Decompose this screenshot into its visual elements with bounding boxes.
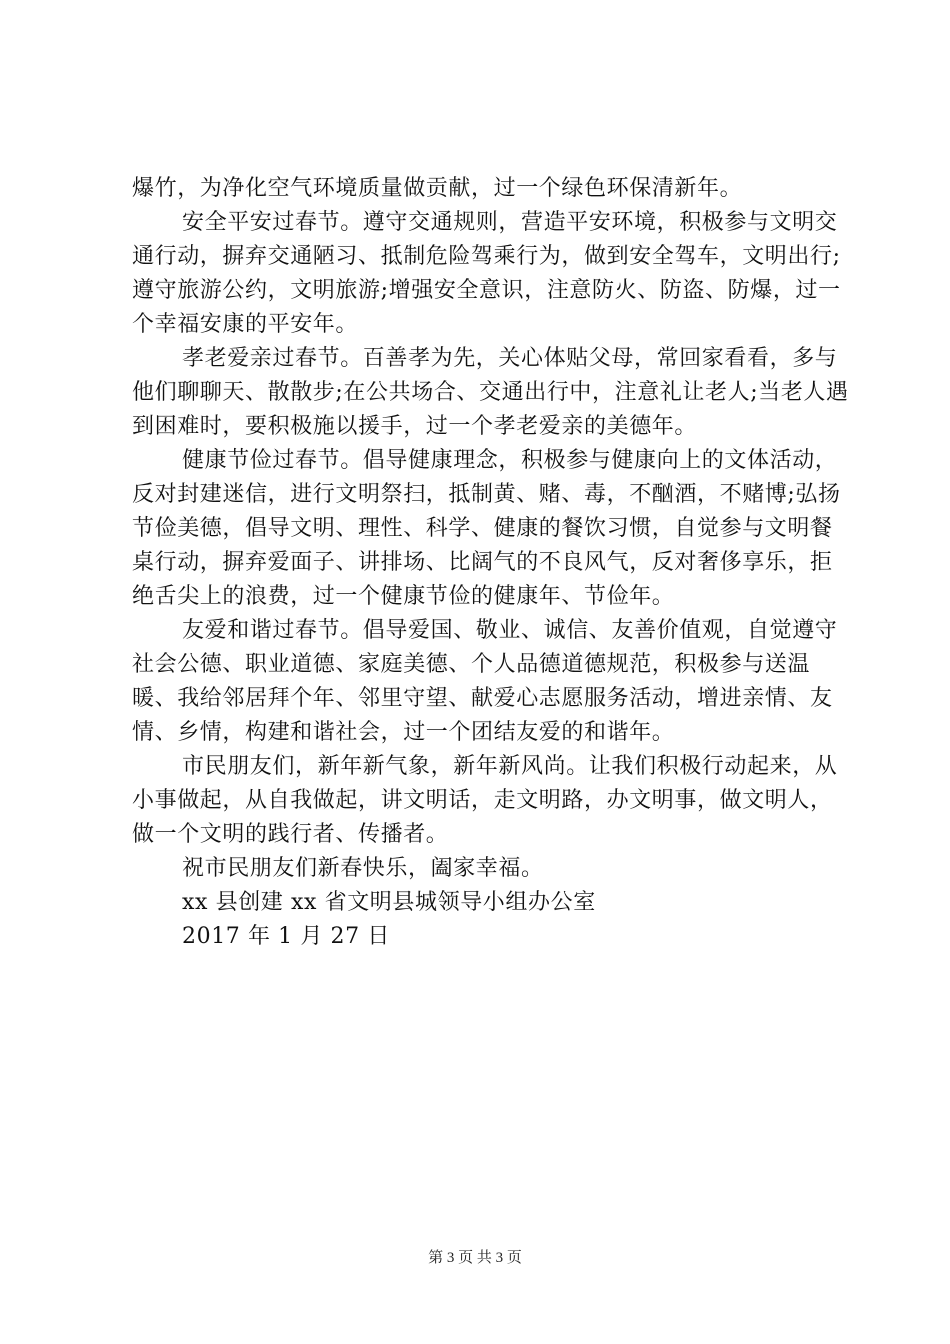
page-number-footer: 第 3 页 共 3 页 xyxy=(428,1250,522,1266)
paragraph-filial: 孝老爱亲过春节。百善孝为先，关心体贴父母，常回家看看，多与他们聊聊天、散散步;在公共场合、交通出行中，注意礼让老人;当老人遇到困难时，要积极施以援手，过一个孝老爱亲的美德年。 xyxy=(132,346,849,439)
paragraph-call-to-action: 市民朋友们，新年新气象，新年新风尚。让我们积极行动起来，从小事做起，从自我做起，讲文明话，走文明路，办文明事，做文明人，做一个文明的践行者、传播者。 xyxy=(132,754,838,847)
paragraph-continuation: 爆竹，为净化空气环境质量做贡献，过一个绿色环保清新年。 xyxy=(132,176,743,201)
document-body xyxy=(132,172,852,954)
paragraph-harmony: 友爱和谐过春节。倡导爱国、敬业、诚信、友善价值观，自觉遵守社会公德、职业道德、家庭美德、个人品德道德规范，积极参与送温暖、我给邻居拜个年、邻里守望、献爱心志愿服务活动，增进亲情、友情、乡情，构建和谐社会，过一个团结友爱的和谐年。 xyxy=(132,618,838,745)
document-date: 2017 年 1 月 27 日 xyxy=(182,924,390,949)
signature-office: xx 县创建 xx 省文明县城领导小组办公室 xyxy=(182,890,596,915)
paragraph-safety: 安全平安过春节。遵守交通规则，营造平安环境，积极参与文明交通行动，摒弃交通陋习、抵制危险驾乘行为，做到安全驾车，文明出行;遵守旅游公约，文明旅游;增强安全意识，注意防火、防盗、防爆，过一个幸福安康的平安年。 xyxy=(132,210,841,337)
paragraph-health: 健康节俭过春节。倡导健康理念，积极参与健康向上的文体活动，反对封建迷信，进行文明祭扫，抵制黄、赌、毒，不酗酒，不赌博;弘扬节俭美德，倡导文明、理性、科学、健康的餐饮习惯，自觉参与文明餐桌行动，摒弃爱面子、讲排场、比阔气的不良风气，反对奢侈享乐，拒绝舌尖上的浪费，过一个健康节俭的健康年、节俭年。 xyxy=(132,448,841,609)
closing-greeting: 祝市民朋友们新春快乐，阖家幸福。 xyxy=(182,856,544,881)
